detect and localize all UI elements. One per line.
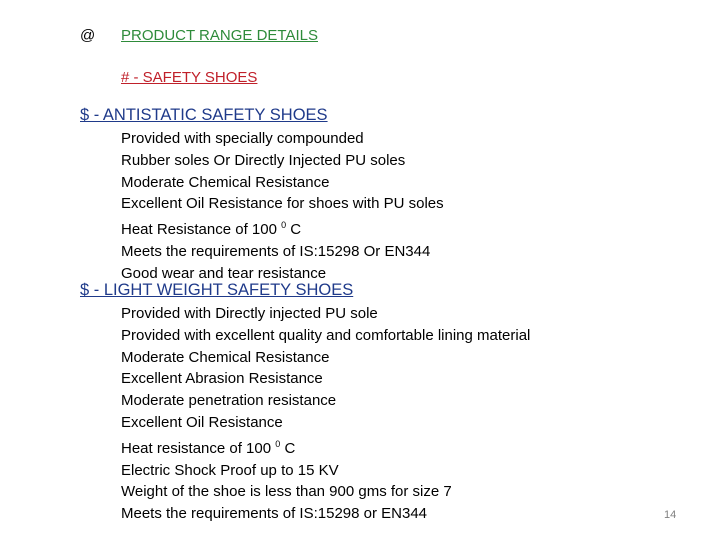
light-weight-features-list <box>121 303 530 525</box>
bullet-symbol: @ <box>80 27 96 44</box>
list-item: Moderate Chemical Resistance <box>121 348 330 366</box>
section-heading-antistatic: $ - ANTISTATIC SAFETY SHOES <box>80 106 328 124</box>
item-unit: C <box>286 221 302 239</box>
list-item <box>121 434 530 460</box>
degree-superscript: 0 <box>275 438 281 449</box>
page-title: PRODUCT RANGE DETAILS <box>121 27 318 44</box>
item-text: Heat resistance of 100 <box>121 439 276 457</box>
degree-superscript: 0 <box>281 220 287 231</box>
list-item: Excellent Oil Resistance for shoes with PU soles <box>121 195 444 213</box>
page-number: 14 <box>664 509 677 521</box>
list-item: Good wear and tear resistance <box>121 264 327 282</box>
section-heading-light-weight: $ - LIGHT WEIGHT SAFETY SHOES <box>80 281 354 299</box>
list-item: Provided with specially compounded <box>121 130 364 147</box>
list-item: Provided with Directly injected PU sole <box>121 305 378 322</box>
list-item: Excellent Abrasion Resistance <box>121 370 323 388</box>
item-unit: C <box>280 439 296 457</box>
item-text: Heat Resistance of 100 <box>121 221 282 239</box>
antistatic-features-list <box>121 128 444 285</box>
subtitle: # - SAFETY SHOES <box>121 69 258 86</box>
list-item: Meets the requirements of IS:15298 Or EN344 <box>121 242 431 260</box>
list-item: Weight of the shoe is less than 900 gms for size 7 <box>121 483 452 501</box>
list-item: Rubber soles Or Directly Injected PU soles <box>121 151 406 169</box>
list-item: Electric Shock Proof up to 15 KV <box>121 461 339 479</box>
list-item: Moderate Chemical Resistance <box>121 173 330 191</box>
list-item: Moderate penetration resistance <box>121 392 337 410</box>
list-item: Excellent Oil Resistance <box>121 413 283 431</box>
list-item <box>121 215 444 241</box>
list-item: Provided with excellent quality and comfortable lining material <box>121 326 531 344</box>
list-item: Meets the requirements of IS:15298 or EN344 <box>121 505 428 523</box>
